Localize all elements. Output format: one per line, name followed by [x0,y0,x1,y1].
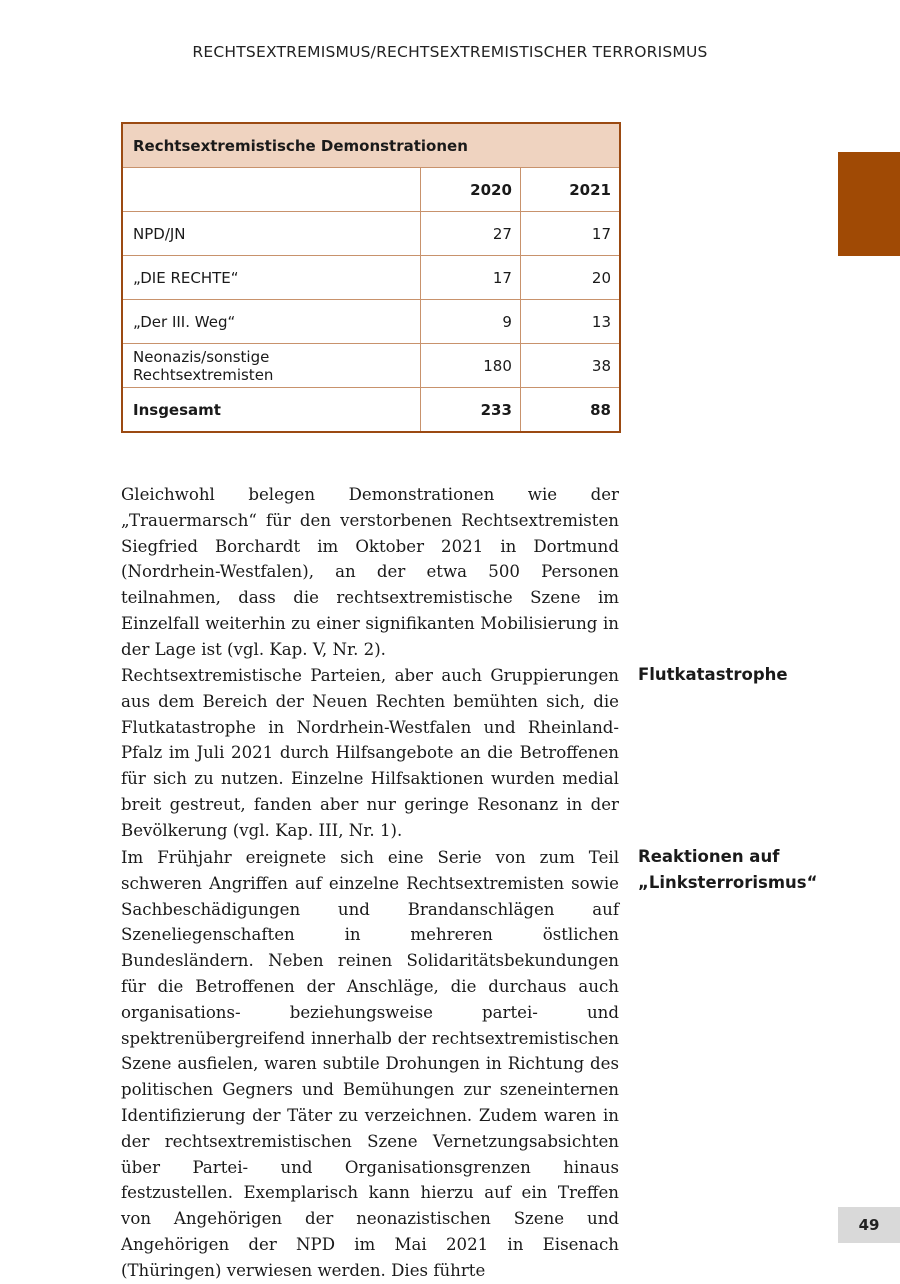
row-value-2021: 13 [520,300,620,344]
row-label: NPD/JN [122,212,420,256]
row-value-2020: 17 [420,256,520,300]
table-total-row [122,388,620,433]
total-value-2021: 88 [520,388,620,433]
table-row [122,256,620,300]
margin-note-reactions-line1: Reaktionen auf [638,847,780,866]
page-number-box [838,1207,900,1243]
total-value-2020: 233 [420,388,520,433]
table-row [122,344,620,388]
table-row [122,212,620,256]
row-label: „Der III. Weg“ [122,300,420,344]
page-number: 49 [858,1216,880,1234]
row-value-2021: 17 [520,212,620,256]
table-header-2020: 2020 [420,168,520,212]
demonstrations-table [121,122,621,433]
margin-note-reactions [638,844,838,896]
table-caption: Rechtsextremistische Demonstrationen [122,123,620,168]
margin-note-flutkatastrophe: Flutkatastrophe [638,665,788,684]
total-label: Insgesamt [122,388,420,433]
row-value-2021: 20 [520,256,620,300]
paragraph-reactions: Im Frühjahr ereignete sich eine Serie von zum Teil schweren Angriffen auf einzelne Rechtsextremisten sowie Sachbeschädigungen und Brandanschlägen auf Szeneliegenschaften in mehreren östlichen Bundesländern. Neben reinen Solidaritätsbekundungen für die Betroffenen der Anschläge, die durchaus auch organisations- beziehungsweise partei- und spektrenübergreifend innerhalb der rechtsextremistischen Szene ausfielen, waren subtile Drohungen in Richtung des politischen Gegners und Bemühungen zur szeneinternen Identifizierung der Täter zu verzeichnen. Zudem waren in der rechtsextremistischen Szene Vernetzungsabsichten über Partei- und Organisationsgrenzen hinaus festzustellen. Exemplarisch kann hierzu auf ein Treffen von Angehörigen der neonazistischen Szene und Angehörigen der NPD im Mai 2021 in Eisenach (Thüringen) verwiesen werden. Dies führte [121,848,619,1280]
paragraph-demonstrations: Gleichwohl belegen Demonstrationen wie der „Trauermarsch“ für den verstorbenen Rechtsextremisten Siegfried Borchardt im Oktober 2021 in Dortmund (Nordrhein-Westfalen), an der etwa 500 Personen teilnahmen, dass die rechtsextremistische Szene im Einzelfall weiterhin zu einer signifikanten Mobilisierung in der Lage ist (vgl. Kap. V, Nr. 2). [121,485,619,659]
row-value-2021: 38 [520,344,620,388]
table-header-row [122,168,620,212]
row-label: „DIE RECHTE“ [122,256,420,300]
paragraph-flood: Rechtsextremistische Parteien, aber auch Gruppierungen aus dem Bereich der Neuen Rechten bemühten sich, die Flutkatastrophe in Nordrhein-Westfalen und Rheinland-Pfalz im Juli 2021 durch Hilfsangebote an die Betroffenen für sich zu nutzen. Einzelne Hilfsaktionen wurden medial breit gestreut, fanden aber nur geringe Resonanz in der Bevölkerung (vgl. Kap. III, Nr. 1). [121,666,619,840]
row-value-2020: 180 [420,344,520,388]
row-value-2020: 27 [420,212,520,256]
table-caption-row [122,123,620,168]
table-row [122,300,620,344]
chapter-tab-marker [838,152,900,256]
table-header-empty [122,168,420,212]
margin-note-reactions-line2: „Linksterrorismus“ [638,873,818,892]
row-label: Neonazis/sonstige Rechtsextremisten [122,344,420,388]
table-header-2021: 2021 [520,168,620,212]
row-value-2020: 9 [420,300,520,344]
running-header: RECHTSEXTREMISMUS/RECHTSEXTREMISTISCHER TERRORISMUS [192,43,708,61]
